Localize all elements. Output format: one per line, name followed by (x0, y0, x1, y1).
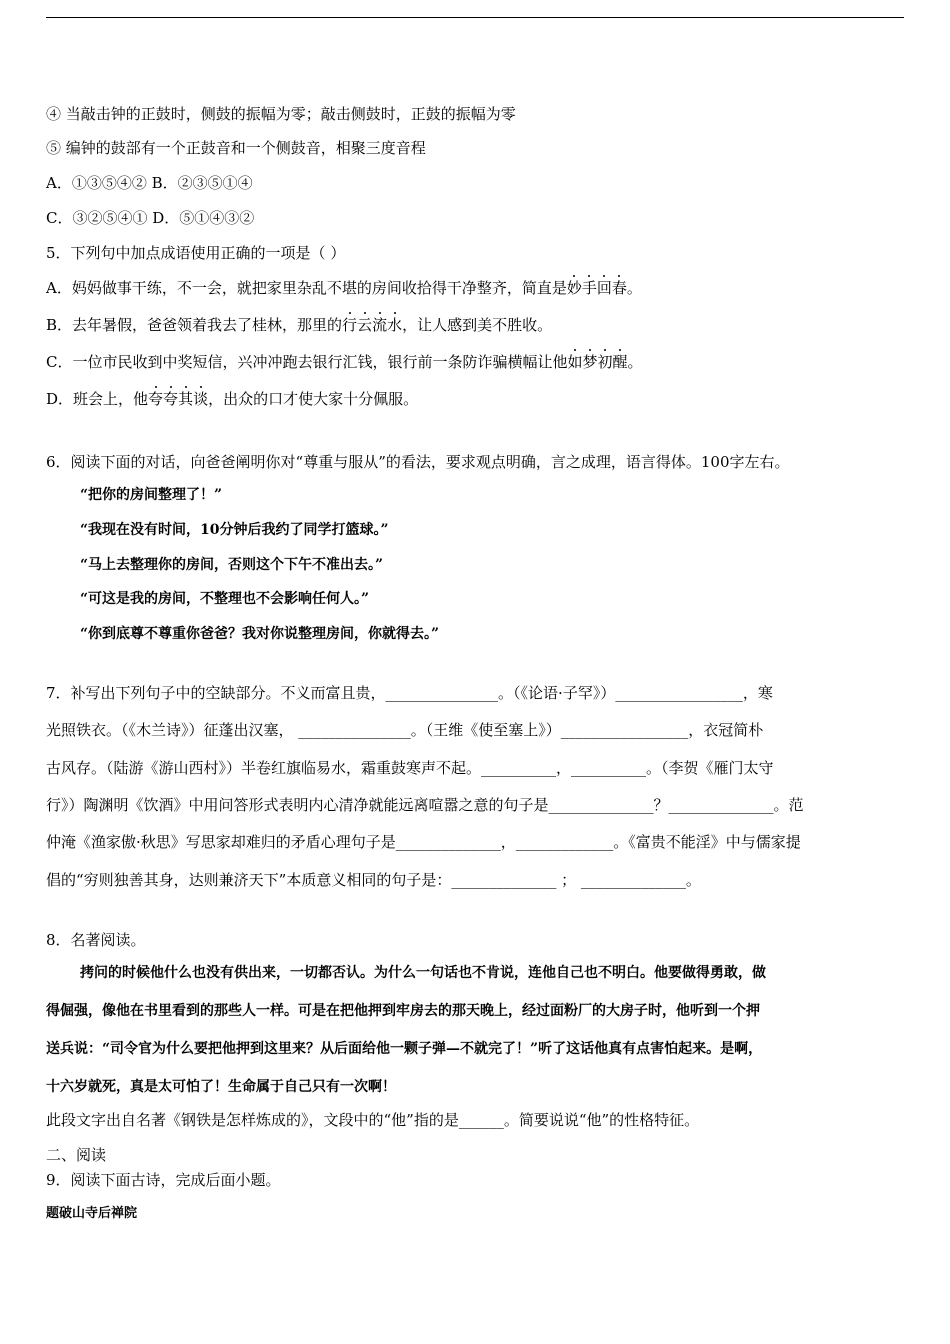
q5-option-d: D．班会上，他夸夸其谈，出众的口才使大家十分佩服。 (46, 390, 419, 408)
q8-task: 此段文字出自名著《钢铁是怎样炼成的》，文段中的“他”指的是______。简要说说“他”的性格特征。 (46, 1111, 700, 1129)
option-line-4: ④ 当敲击钟的正鼓时，侧鼓的振幅为零；敲击侧鼓时，正鼓的振幅为零 (46, 105, 516, 123)
q5-option-c: C．一位市民收到中奖短信，兴冲冲跑去银行汇钱，银行前一条防诈骗横幅让他如梦初醒。 (46, 353, 643, 371)
q6-stem: 6．阅读下面的对话，向爸爸阐明你对“尊重与服从”的看法，要求观点明确，言之成理，语言得体。100字左右。 (46, 453, 790, 471)
q8-passage-line-4: 十六岁就死，真是太可怕了！生命属于自己只有一次啊！ (46, 1079, 396, 1095)
q4-options-cd: C．③②⑤④① D．⑤①④③② (46, 209, 255, 227)
q9-stem: 9．阅读下面古诗，完成后面小题。 (46, 1171, 281, 1189)
q6-quote-5: “你到底尊不尊重你爸爸？我对你说整理房间，你就得去。” (80, 626, 440, 642)
q5-option-b: B．去年暑假，爸爸领着我去了桂林，那里的行云流水，让人感到美不胜收。 (46, 316, 553, 334)
q7-line-5: 仲淹《渔家傲·秋思》写思家却难归的矛盾心理句子是______________，_____________。《富贵不能淫》中与儒家提 (46, 833, 801, 851)
q5-option-a: A．妈妈做事干练，不一会，就把家里杂乱不堪的房间收拾得干净整齐，简直是妙手回春。 (46, 279, 642, 297)
q7-line-4: 行》）陶渊明《饮酒》中用问答形式表明内心清净就能远离喧嚣之意的句子是______________？______________。范 (46, 796, 804, 814)
q7-line-1: 7．补写出下列句子中的空缺部分。不义而富且贵，_______________。（《论语·子罕》）_________________，寒 (46, 684, 773, 702)
q7-line-3: 古风存。（陆游《游山西村》）半卷红旗临易水，霜重鼓寒声不起。__________，__________。（李贺《雁门太守 (46, 759, 774, 777)
q5-stem: 5．下列句中加点成语使用正确的一项是（ ） (46, 244, 346, 262)
q6-quote-1: “把你的房间整理了！” (80, 487, 223, 503)
header-rule (46, 17, 904, 18)
q8-stem: 8．名著阅读。 (46, 931, 146, 949)
q4-options-ab: A．①③⑤④② B．②③⑤①④ (46, 174, 253, 192)
q6-quote-3: “马上去整理你的房间，否则这个下午不准出去。” (80, 557, 384, 573)
q6-quote-2: “我现在没有时间，10分钟后我约了同学打篮球。” (80, 522, 389, 538)
q8-passage-line-2: 得倔强，像他在书里看到的那些人一样。可是在把他押到牢房去的那天晚上，经过面粉厂的大房子时，他听到一个押 (46, 1003, 760, 1019)
q8-passage-line-3: 送兵说：“司令官为什么要把他押到这里来？从后面给他一颗子弹—不就完了！”听了这话他真有点害怕起来。是啊， (46, 1041, 763, 1057)
q8-passage-line-1: 拷问的时候他什么也没有供出来，一切都否认。为什么一句话也不肯说，连他自己也不明白。他要做得勇敢，做 (80, 965, 766, 981)
option-line-5: ⑤ 编钟的鼓部有一个正鼓音和一个侧鼓音，相聚三度音程 (46, 139, 426, 157)
section-heading: 二、阅读 (46, 1146, 107, 1164)
q6-quote-4: “可这是我的房间，不整理也不会影响任何人。” (80, 591, 370, 607)
poem-title: 题破山寺后禅院 (46, 1206, 138, 1221)
q7-line-2: 光照铁衣。（《木兰诗》）征蓬出汉塞， _______________。（王维《使至塞上》）_________________，衣冠简朴 (46, 721, 764, 739)
q7-line-6: 倡的“穷则独善其身，达则兼济天下”本质意义相同的句子是：______________ ； ______________。 (46, 871, 701, 889)
